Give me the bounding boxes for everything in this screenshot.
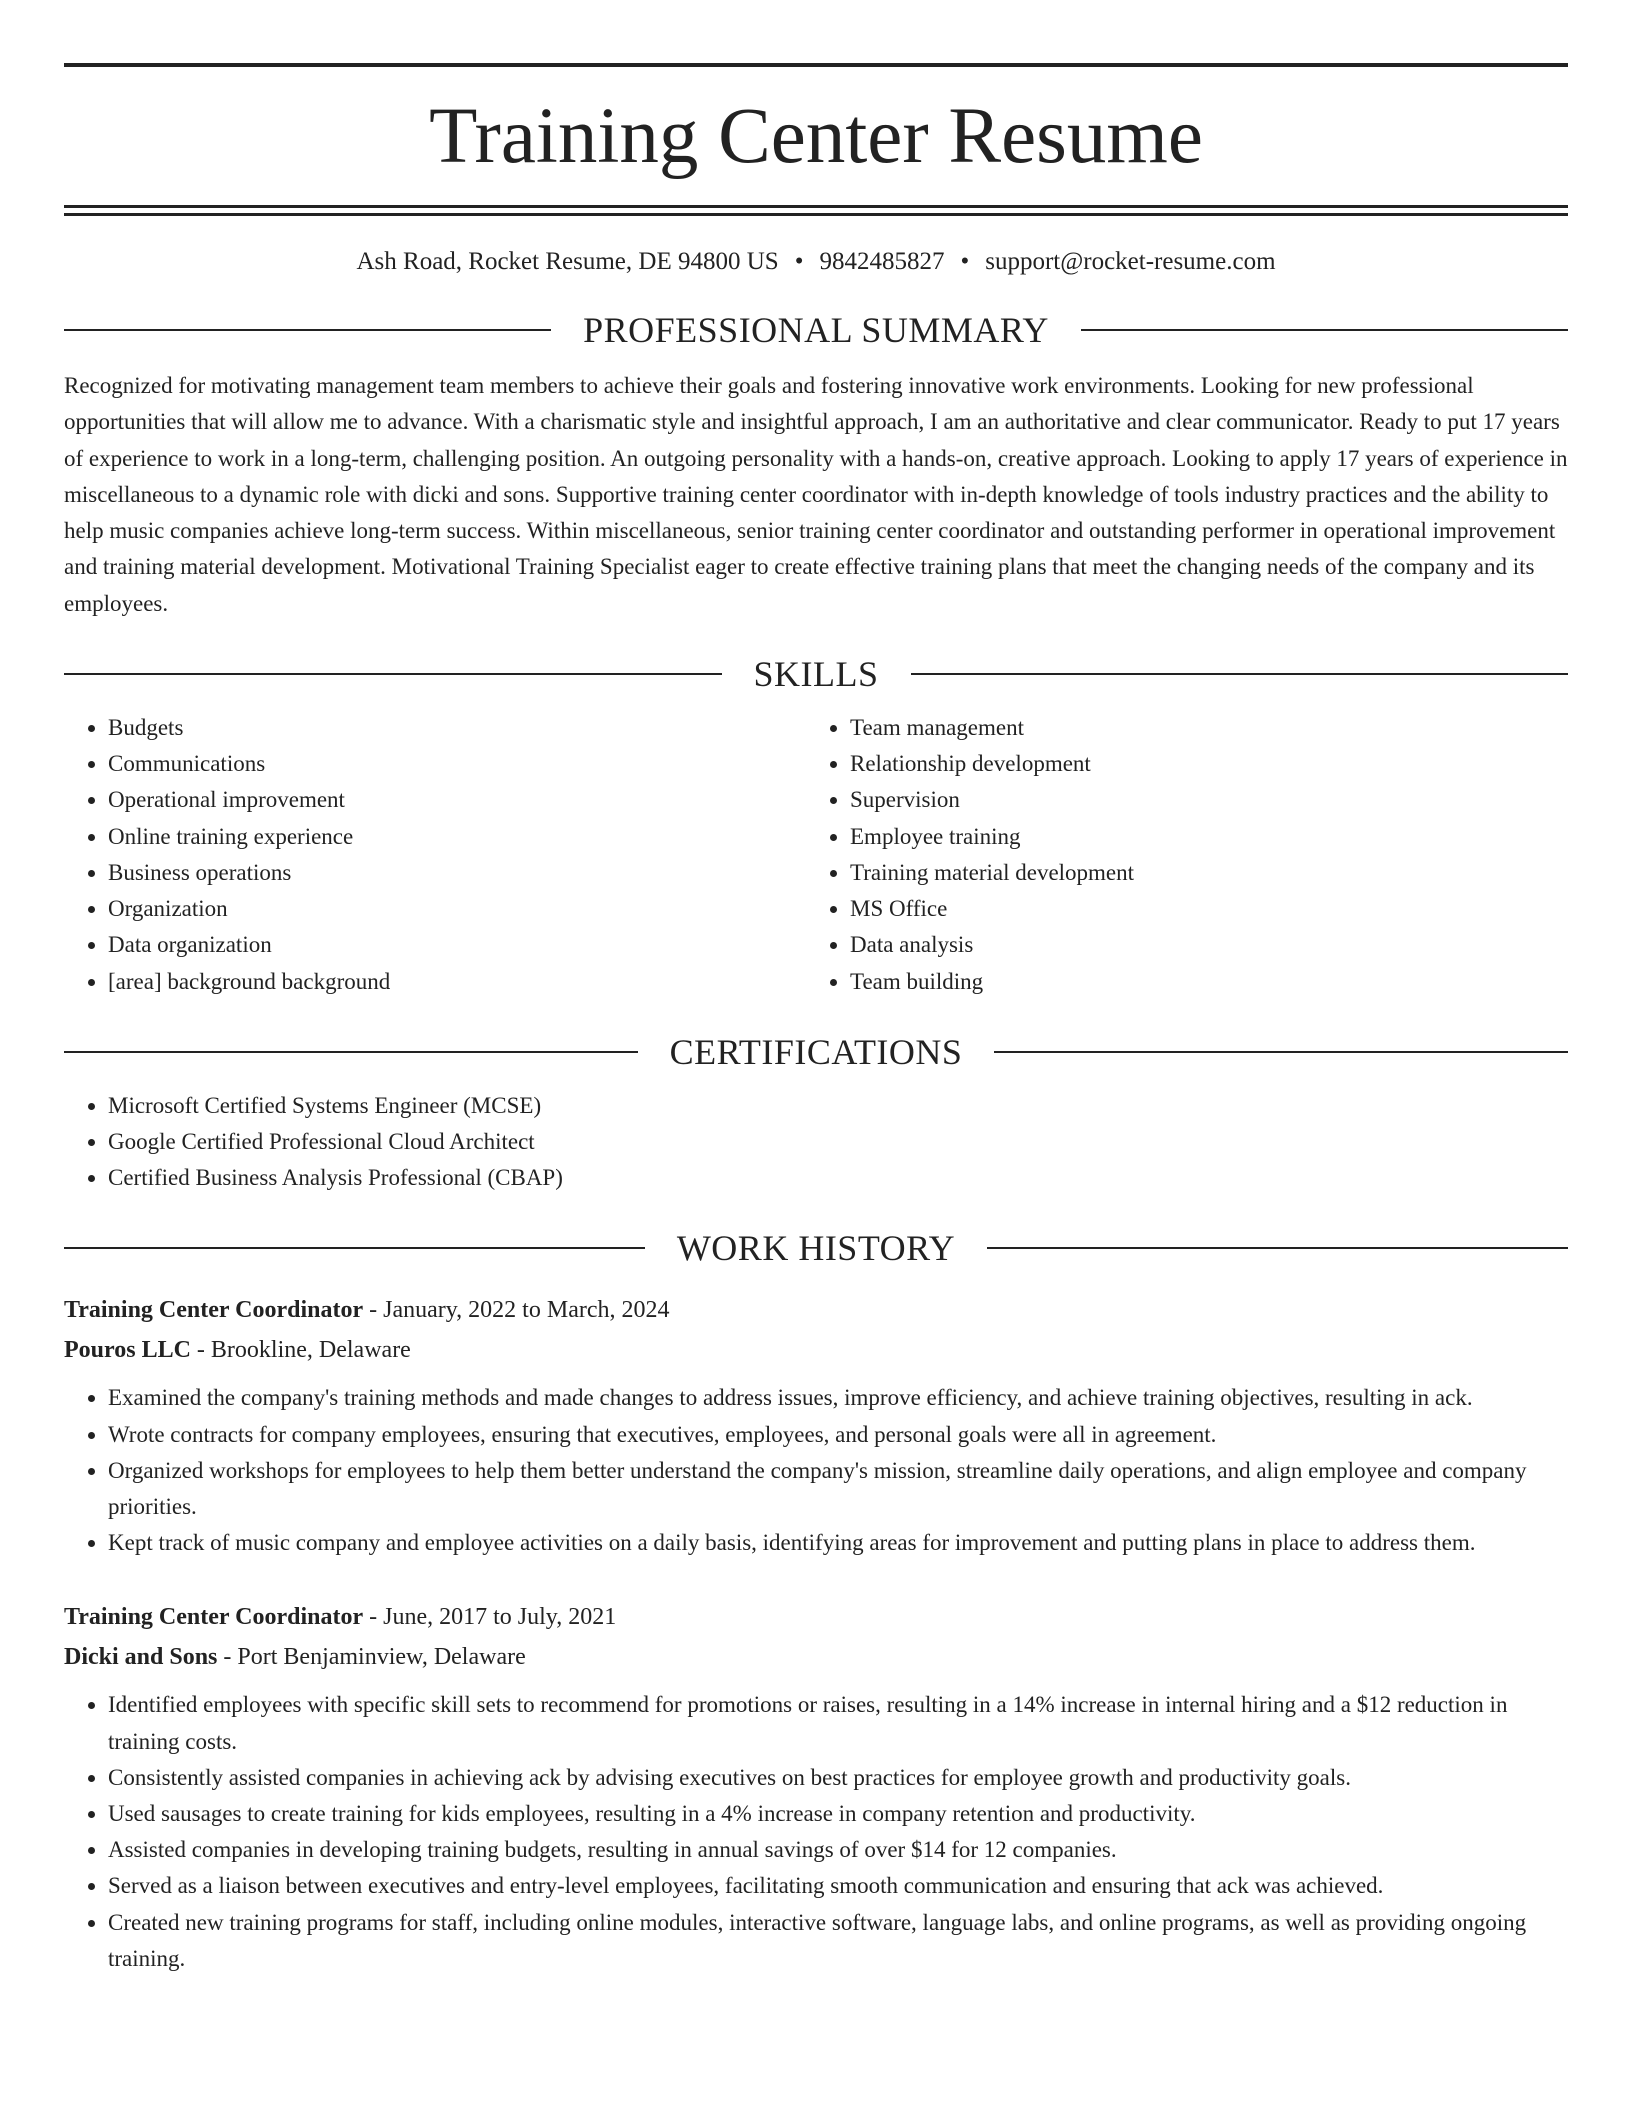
contact-line — [64, 246, 1568, 278]
heading-rule-left — [64, 329, 551, 331]
contact-address: Ash Road, Rocket Resume, DE 94800 US — [356, 248, 779, 275]
job-bullet: • Examined the company's training methods and made changes to address issues, improve efficiency, and achieve training objectives, resulting in ack. — [108, 1380, 1568, 1416]
certification-item: • Microsoft Certified Systems Engineer (MCSE) — [108, 1088, 1568, 1124]
certifications-items — [64, 1088, 1568, 1197]
job-company-line — [64, 1330, 1568, 1370]
contact-separator: • — [960, 248, 970, 275]
job-bullet: • Used sausages to create training for kids employees, resulting in a 4% increase in company retention and productivity. — [108, 1796, 1568, 1832]
skill-item: • Communications — [108, 746, 806, 782]
job-entry — [64, 1290, 1568, 1561]
contact-separator: • — [794, 248, 804, 275]
skills-heading-text: SKILLS — [753, 654, 879, 695]
work-history-heading-text: WORK HISTORY — [676, 1228, 956, 1269]
skill-item: • Budgets — [108, 710, 806, 746]
job-role: Training Center Coordinator — [64, 1297, 364, 1324]
title-double-rule — [64, 205, 1568, 216]
heading-rule-left — [64, 1051, 638, 1053]
job-entry — [64, 1597, 1568, 1977]
job-bullets — [64, 1380, 1568, 1561]
job-bullet: • Served as a liaison between executives and entry-level employees, facilitating smooth communication and ensuring that ack was achieved. — [108, 1868, 1568, 1904]
skill-item: • Employee training — [850, 819, 1548, 855]
contact-email: support@rocket-resume.com — [985, 248, 1276, 275]
certification-item: • Certified Business Analysis Professional (CBAP) — [108, 1160, 1568, 1196]
summary-heading-text: PROFESSIONAL SUMMARY — [583, 310, 1049, 350]
heading-rule-right — [994, 1051, 1568, 1053]
job-bullets — [64, 1687, 1568, 1977]
skill-item: • Relationship development — [850, 746, 1548, 782]
work-history-heading — [64, 1228, 1568, 1268]
skill-item: • Online training experience — [108, 819, 806, 855]
skills-right-list — [806, 710, 1548, 1000]
resume-title: Training Center Resume — [429, 93, 1203, 180]
work-history-list — [64, 1290, 1568, 1977]
skill-item: • Team management — [850, 710, 1548, 746]
skills-left-list — [64, 710, 806, 1000]
skill-item: • Data organization — [108, 927, 806, 963]
job-title-line — [64, 1597, 1568, 1637]
job-location: - Port Benjaminview, Delaware — [217, 1644, 526, 1671]
summary-text: Recognized for motivating management team members to achieve their goals and fostering innovative work environments. Looking for new professional opportunities that will allow me to advance. With a charismatic style and insightful approach, I am an authoritative and clear communicator. Ready to put 17 years of experience to work in a long-term, challenging position. An outgoing personality with a hands-on, creative approach. Looking to apply 17 years of experience in miscellaneous to a dynamic role with dicki and sons. Supportive training center coordinator with in-depth knowledge of tools industry practices and the ability to help music companies achieve long-term success. Within miscellaneous, senior training center coordinator and outstanding performer in operational improvement and training material development. Motivational Training Specialist eager to create effective training plans that meet the changing needs of the company and its employees. — [64, 373, 1568, 616]
job-company: Dicki and Sons — [64, 1644, 218, 1671]
job-bullet: • Kept track of music company and employee activities on a daily basis, identifying areas for improvement and putting plans in place to address them. — [108, 1525, 1568, 1561]
certification-item: • Google Certified Professional Cloud Architect — [108, 1124, 1568, 1160]
job-dates: - June, 2017 to July, 2021 — [363, 1604, 617, 1631]
heading-rule-right — [911, 673, 1569, 675]
heading-rule-left — [64, 673, 722, 675]
skill-item: • Team building — [850, 964, 1548, 1000]
skill-item: • Data analysis — [850, 927, 1548, 963]
job-bullet: • Created new training programs for staff, including online modules, interactive software, language labs, and online programs, as well as providing ongoing training. — [108, 1905, 1568, 1977]
job-title-line — [64, 1290, 1568, 1330]
contact-phone: 9842485827 — [819, 248, 945, 275]
rule-line — [64, 205, 1568, 208]
skills-list — [64, 710, 1568, 1000]
skill-item: • [area] background background — [108, 964, 806, 1000]
skill-item: • Supervision — [850, 782, 1548, 818]
summary-heading — [64, 310, 1568, 350]
certifications-heading — [64, 1032, 1568, 1072]
job-role: Training Center Coordinator — [64, 1604, 364, 1631]
skills-column-right — [806, 710, 1548, 1000]
resume-content — [64, 63, 1568, 1977]
rule-line — [64, 213, 1568, 216]
skills-heading — [64, 654, 1568, 694]
skill-item: • Training material development — [850, 855, 1548, 891]
skills-column-left — [64, 710, 806, 1000]
skill-item: • Organization — [108, 891, 806, 927]
skill-item: • Business operations — [108, 855, 806, 891]
heading-rule-left — [64, 1247, 645, 1249]
skill-item: • Operational improvement — [108, 782, 806, 818]
job-company-line — [64, 1637, 1568, 1677]
job-location: - Brookline, Delaware — [190, 1337, 411, 1364]
job-bullet: • Wrote contracts for company employees, ensuring that executives, employees, and personal goals were all in agreement. — [108, 1417, 1568, 1453]
top-rule — [64, 63, 1568, 67]
job-dates: - January, 2022 to March, 2024 — [363, 1297, 670, 1324]
job-bullet: • Assisted companies in developing training budgets, resulting in annual savings of over $14 for 12 companies. — [108, 1832, 1568, 1868]
heading-rule-right — [1081, 329, 1568, 331]
job-bullet: • Identified employees with specific skill sets to recommend for promotions or raises, resulting in a 14% increase in internal hiring and a $12 reduction in training costs. — [108, 1687, 1568, 1759]
heading-rule-right — [987, 1247, 1568, 1249]
skill-item: • MS Office — [850, 891, 1548, 927]
job-company: Pouros LLC — [64, 1337, 191, 1364]
certifications-heading-text: CERTIFICATIONS — [669, 1031, 963, 1072]
certifications-list — [64, 1088, 1568, 1197]
job-bullet: • Consistently assisted companies in achieving ack by advising executives on best practices for employee growth and productivity goals. — [108, 1760, 1568, 1796]
job-bullet: • Organized workshops for employees to help them better understand the company's mission, streamline daily operations, and align employee and company priorities. — [108, 1453, 1568, 1525]
